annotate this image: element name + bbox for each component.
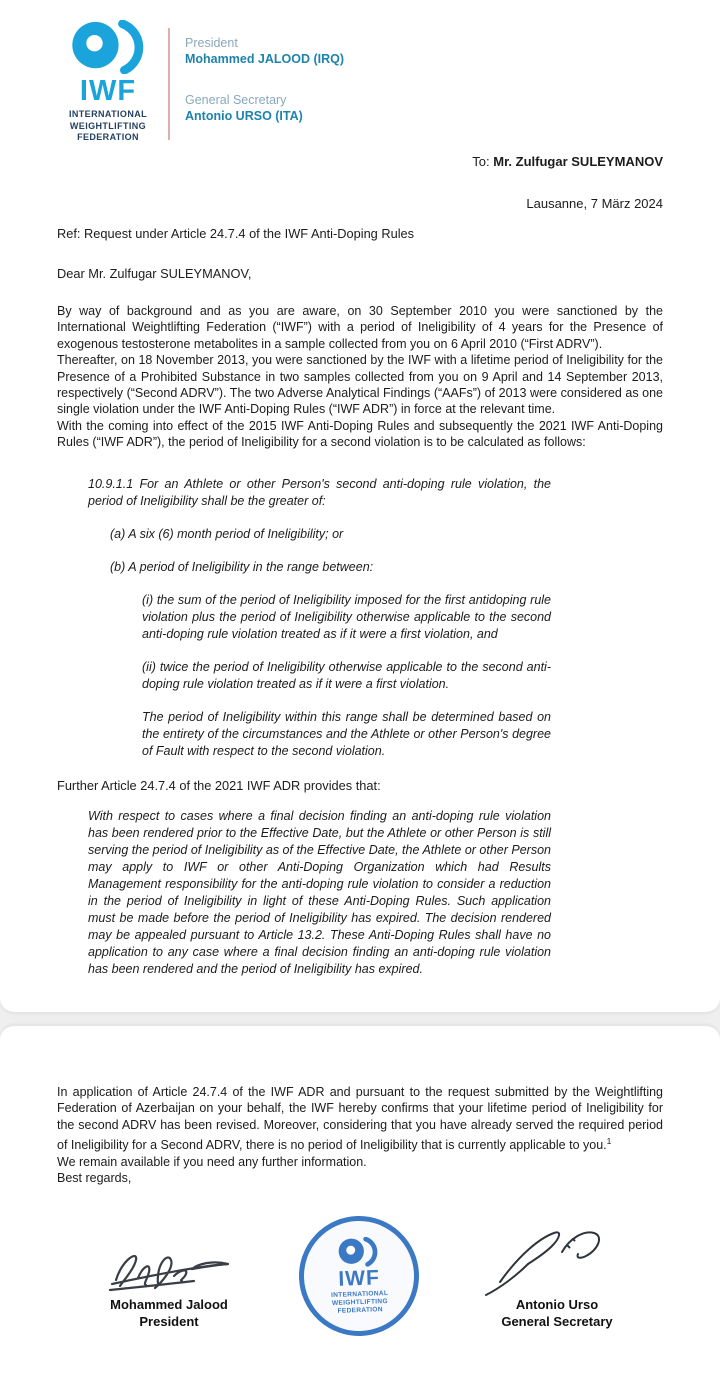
further-article-line: Further Article 24.7.4 of the 2021 IWF ADR provides that: [57,777,381,793]
letter-page-2 [0,1026,720,1396]
president-name: Mohammed JALOOD (IRQ) [185,52,345,66]
quote2-text: With respect to cases where a final decision finding an anti-doping rule violation has been rendered prior to the Effective Date, but the Athlete or other Person is still serving the period of Ineligibility as of the Effective Date, the Athlete or other Person may apply to IWF or other Anti-Doping Organization which had Results Management responsibility for the anti-doping rule violation to consider a reduction in the period of Ineligibility in light of these Anti-Doping Rules. Such application must be made before the period of Ineligibility has expired. The decision rendered may be appealed pursuant to Article 13.2. These Anti-Doping Rules shall have no application to any case where a final decision finding an anti-doping rule violation has been rendered and the period of Ineligibility has expired. [88,808,551,976]
quote1-item-b: (b) A period of Ineligibility in the range between: [110,559,374,574]
availability-line: We remain available if you need any further information. [57,1154,367,1169]
president-label: President [185,36,238,50]
rule-quote-10-9-1-1 [57,476,663,760]
letterhead-divider [168,28,170,140]
recipient-line [57,154,663,169]
quote1-closing: The period of Ineligibility within this range shall be determined based on the entirety of the circumstances and the Athlete or other Person's degree of Fault with respect to the second violation. [142,709,551,758]
quote1-item-i: (i) the sum of the period of Ineligibility imposed for the first antidoping rule violation plus the period of Ineligibility otherwise applicable to the second anti-doping rule violation treated as if it were a first violation, and [142,592,551,641]
official-president [185,35,344,67]
officials-block [185,20,344,152]
stamp-org-line-1: INTERNATIONAL [330,1289,389,1299]
rule-quote-24-7-4 [57,808,663,978]
closing-salutation: Best regards, [57,1171,132,1186]
stamp-circle [297,1214,421,1338]
quote1-item-ii: (ii) twice the period of Ineligibility otherwise applicable to the second anti-doping rule violation treated as if it were a first violation. [142,659,551,691]
general-secretary-signature-name: Antonio Urso [515,1297,599,1312]
general-secretary-signature-title: General Secretary [501,1314,613,1329]
confirmation-text: In application of Article 24.7.4 of the IWF ADR and pursuant to the request submitted by the Weightlifting Federation of Azerbaijan on your behalf, the IWF hereby confirms that your lifetime period of Ineligibility for the second ADRV has been revised. Moreover, considering that you have already served the required period of Ineligibility for a Second ADRV, there is no period of Ineligibility that is currently applicable to you. [57,1085,663,1153]
to-label: To: [472,154,494,169]
urso-signature-image [472,1224,642,1296]
stamp-org-name [331,1290,389,1316]
footnote-marker: 1 [606,1136,612,1147]
stamp-org-line-2: WEIGHTLIFTING [331,1298,388,1307]
quote1-item-a: (a) A six (6) month period of Ineligibility; or [110,526,344,541]
stamp-acronym: IWF [337,1266,381,1291]
letterhead [65,20,663,152]
body-paragraph-2: Thereafter, on 18 November 2013, you were sanctioned by the IWF with a lifetime period of Ineligibility for the Presence of a Prohibited Substance in two samples collected from you on 9 April and 14 September 2013, respectively (“Second ADRV”). The two Adverse Analytical Findings (“AAFs”) of 2013 were considered as one single violation under the IWF Anti-Doping Rules (“IWF ADR”) in force at the relevant time. [57,353,663,417]
iwf-weightlifting-logo-icon [71,20,145,74]
quote1-intro: 10.9.1.1 For an Athlete or other Person's second anti-doping rule violation, the period of Ineligibility shall be the greater of: [88,476,551,508]
president-signature-name: Mohammed Jalood [110,1297,228,1312]
general-secretary-label: General Secretary [185,93,287,107]
official-general-secretary [185,92,344,124]
closing-paragraphs [57,1084,663,1187]
general-secretary-name: Antonio URSO (ITA) [185,109,303,123]
org-line-3: FEDERATION [77,132,139,142]
body-paragraph-3: With the coming into effect of the 2015 IWF Anti-Doping Rules and subsequently the 2021 IWF Anti-Doping Rules (“IWF ADR”), the period of Ineligibility for a second violation is to be calculated as follows: [57,418,663,450]
signature-block-general-secretary [462,1224,652,1330]
iwf-logo-org-name [65,109,151,144]
iwf-round-stamp [297,1214,421,1338]
confirmation-paragraph [57,1084,663,1154]
iwf-logo-block [65,20,151,152]
salutation: Dear Mr. Zulfugar SULEYMANOV, [57,266,252,281]
body-paragraph-1: By way of background and as you are aware, on 30 September 2010 you were sanctioned by the International Weightlifting Federation (“IWF”) with a period of Ineligibility of 4 years for the Presence of exogenous testosterone metabolites in a sample collected from you on 6 April 2010 (“First ADRV”). [57,304,663,351]
iwf-logo-acronym: IWF [79,75,137,107]
stamp-org-line-3: FEDERATION [337,1306,383,1315]
stamp-logo-icon [338,1236,379,1267]
page-break-gap [0,1012,720,1026]
org-line-1: INTERNATIONAL [68,109,148,119]
body-paragraphs [57,303,663,451]
jalood-signature-image [94,1242,244,1296]
president-signature-title: President [139,1314,199,1329]
dateline: Lausanne, 7 März 2024 [526,196,663,211]
signature-block-president [84,1242,254,1330]
org-line-2: WEIGHTLIFTING [69,120,147,131]
reference-line: Ref: Request under Article 24.7.4 of the IWF Anti-Doping Rules [57,226,415,241]
recipient-name: Mr. Zulfugar SULEYMANOV [493,154,663,169]
